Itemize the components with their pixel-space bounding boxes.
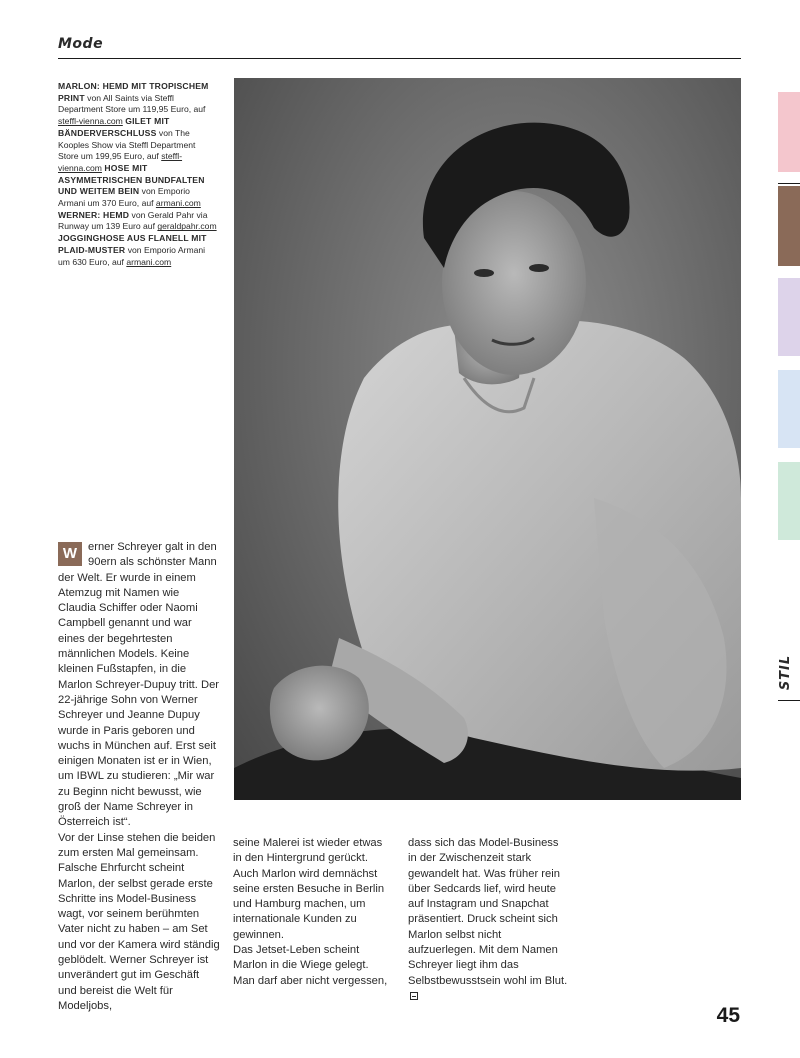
credit-text: von Gerald Pahr via Runway um 139 Euro auf [58, 209, 208, 232]
article-column-2 [233, 836, 393, 989]
page-number: 45 [716, 1004, 740, 1027]
article-paragraph [58, 540, 220, 831]
credit-text: von The Kooples Show via Steffl Department Store um 199,95 Euro, auf [58, 127, 196, 162]
credit-item-title: HEMD MIT TROPISCHEM PRINT [58, 81, 209, 103]
credit-text: von Emporio Armani um 630 Euro, auf [58, 244, 206, 267]
credit-item-title: HOSE MIT ASYMMETRISCHEN BUNDFALTEN UND WEITEM BEIN [58, 162, 205, 197]
fashion-credits [58, 81, 218, 268]
color-tab [778, 186, 800, 266]
drop-cap: W [58, 542, 82, 566]
article-paragraph: seine Malerei ist wieder etwas in den Hintergrund gerückt. Auch Marlon wird demnächst seine ersten Besuche in Berlin und Hamburg machen, um internationale Kunden zu gewinnen. [233, 837, 385, 941]
section-tab-stil [772, 652, 800, 692]
tab-separator [778, 183, 800, 184]
portrait-photo [234, 78, 741, 800]
color-tab [778, 370, 800, 448]
header-rule [58, 58, 741, 59]
credit-item-title: JOGGINGHOSE AUS FLANELL MIT PLAID-MUSTER [58, 233, 207, 255]
credit-text: von Emporio Armani um 370 Euro, auf [58, 186, 190, 209]
color-tab [778, 462, 800, 540]
article-paragraph [408, 836, 568, 1004]
color-tab [778, 278, 800, 356]
color-tab [778, 92, 800, 172]
article-paragraph: Das Jetset-Leben scheint Marlon in die Wiege gelegt. Man darf aber nicht vergessen, [233, 944, 388, 987]
credit-link[interactable]: armani.com [155, 198, 201, 209]
section-tab-rule [778, 700, 800, 701]
credit-text: von All Saints via Steffl Department Store um 119,95 Euro, auf [58, 92, 206, 115]
credit-item-title: WERNER: HEMD [58, 209, 130, 220]
article-paragraph: Vor der Linse stehen die beiden zum ersten Mal gemeinsam. Falsche Ehrfurcht scheint Marlon, der selbst gerade erste Schritte ins Model-Business wagt, vor seinem berühmten Vater nicht zu haben – am Set und vor der Kamera wird ständig geblödelt. Werner Schreyer ist unverändert gut im Geschäft und bereist die Welt für Modeljobs, [58, 831, 220, 1012]
credit-item-title: GILET MIT BÄNDERVERSCHLUSS [58, 116, 170, 138]
credit-item-title: MARLON: [58, 81, 103, 91]
paragraph-text: dass sich das Model-Business in der Zwischenzeit stark gewandelt hat. Was früher rein über Sedcards lief, wird heute auf Instagram und Snapchat präsentiert. Druck scheint sich Marlon selbst nicht aufzuerlegen. Mit dem Namen Schreyer liegt ihm das Selbstbewusstsein wohl im Blut. [408, 837, 568, 987]
credit-link[interactable]: geraldpahr.com [157, 221, 217, 232]
credit-link[interactable]: steffl-vienna.com [58, 116, 123, 127]
credit-link[interactable]: armani.com [126, 256, 172, 267]
article-column-3 [408, 836, 568, 1004]
end-mark-icon [410, 992, 418, 1000]
section-label: Mode [58, 36, 104, 52]
section-tab-label: STIL [778, 654, 794, 690]
credit-link[interactable]: steffl-vienna.com [58, 151, 183, 173]
article-column-1 [58, 540, 220, 1014]
paragraph-text: erner Schreyer galt in den 90ern als schönster Mann der Welt. Er wurde in einem Atemzug mit Namen wie Claudia Schiffer oder Naomi Campbell genannt und war eines der begehrtesten männlichen Models. Keine kleinen Fußstapfen, in die Marlon Schreyer-Dupuy tritt. Der 22-jährige Sohn von Werner Schreyer und Jeanne Dupuy wurde in Paris geboren und wuchs in München auf. Erst seit einigen Monaten ist er in Wien, um IBWL zu studieren: „Mir war zu Beginn nicht bewusst, wie groß der Name Schreyer in Österreich ist“. [58, 541, 220, 829]
